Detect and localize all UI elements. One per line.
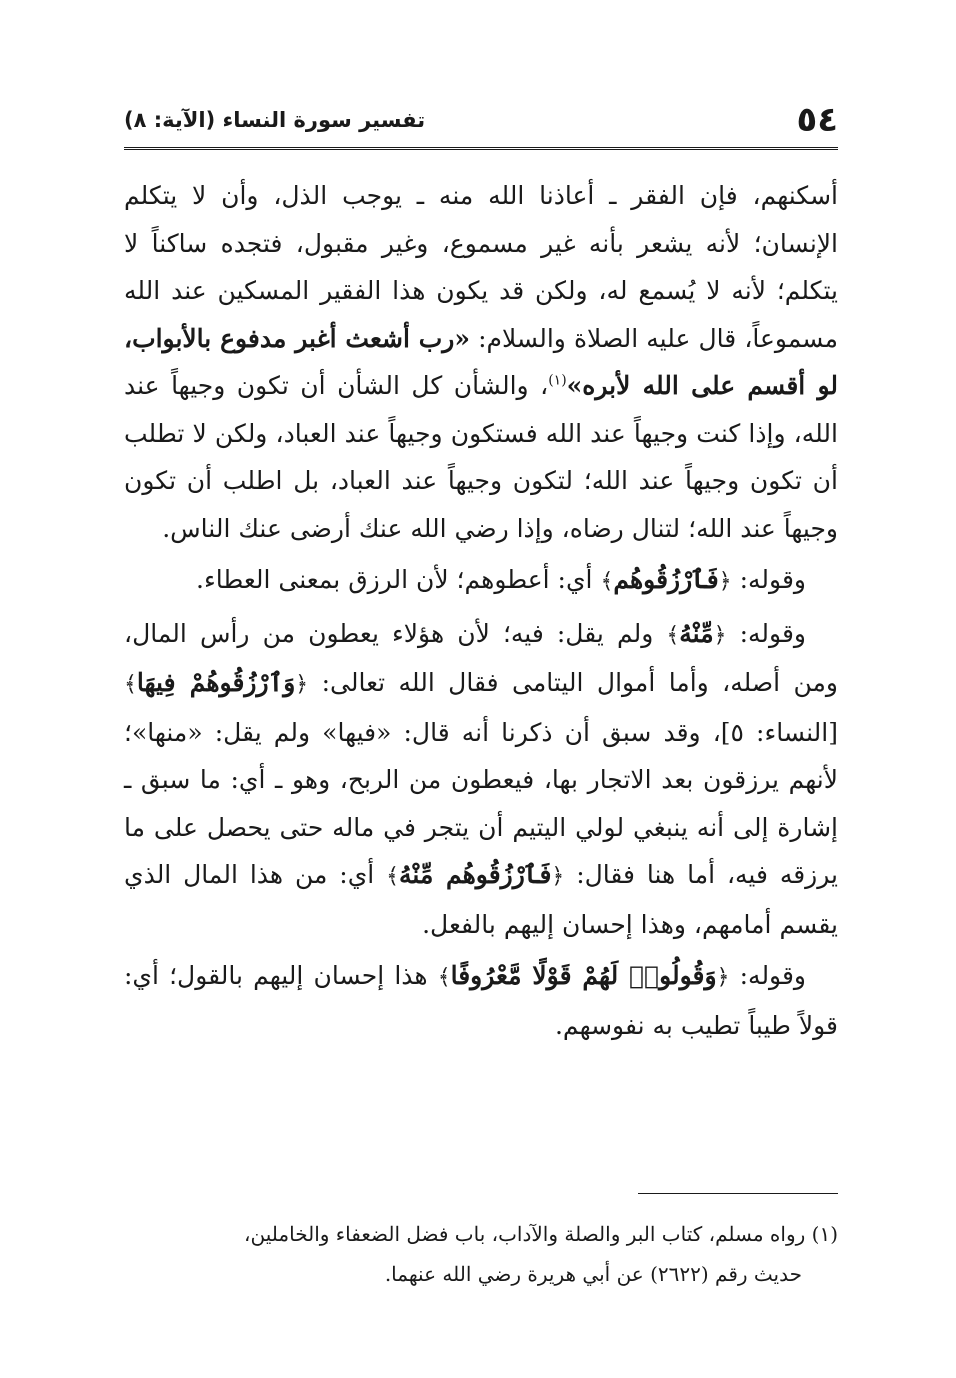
header-double-rule bbox=[124, 143, 838, 150]
text-span: هذا إحسان إليهم بالقول؛ أي: قولاً طيباً تطيب به نفوسهم. bbox=[124, 961, 838, 1040]
quran-bracket-close: ﴾ bbox=[666, 622, 680, 648]
text-span: وقوله: bbox=[731, 565, 806, 594]
quran-quote: وَٱرْزُقُوهُمْ فِيهَا bbox=[136, 668, 296, 697]
quran-bracket-close: ﴾ bbox=[124, 672, 137, 697]
hadith-quote: «رب أشعث أغبر مدفوع بالأبواب، لو أقسم على الله لأبره» bbox=[124, 323, 838, 400]
footnote-separator bbox=[638, 1193, 838, 1194]
footnotes bbox=[124, 1214, 838, 1294]
paragraph-4 bbox=[124, 952, 838, 1049]
paragraph-1 bbox=[124, 172, 838, 552]
quran-bracket-open: ﴿ bbox=[716, 965, 730, 990]
quran-bracket-close: ﴾ bbox=[600, 569, 614, 594]
text-span: أسكنهم، فإن الفقر ـ أعاذنا الله منه ـ يوجب الذل، وأن لا يتكلم الإنسان؛ لأنه يشعر بأنه غير مسموع، وغير مقبول، فتجده ساكناً لا يتكلم؛ لأنه لا يُسمع له، ولكن قد يكون هذا الفقير المسكين عند الله مسموعاً، قال عليه الصلاة والسلام: bbox=[124, 181, 838, 353]
quran-bracket-open: ﴿ bbox=[551, 864, 565, 889]
text-span: وقوله: bbox=[726, 618, 806, 648]
quran-quote: فَٱرْزُقُوهُم مِّنْهُ bbox=[399, 860, 552, 889]
footnote-line-1: (١) رواه مسلم، كتاب البر والصلة والآداب، باب فضل الضعفاء والخاملين، bbox=[244, 1222, 838, 1246]
text-span: أي: من هذا المال الذي يقسم أمامهم، وهذا إحسان إليهم بالفعل. bbox=[124, 860, 838, 939]
quran-quote: مِّنْهُ bbox=[679, 618, 714, 648]
quran-bracket-open: ﴿ bbox=[718, 569, 732, 594]
text-span: [النساء: ٥]، وقد سبق أن ذكرنا أنه قال: «فيها» ولم يقل: «منها»؛ لأنهم يرزقون بعد الاتجار بها، فيعطون من الربح، وهو ـ أي: ما سبق ـ إشارة إلى أنه ينبغي لولي اليتيم أن يتجر في ماله حتى يحصل على ما يرزقه فيه، أما هنا فقال: bbox=[124, 717, 839, 889]
quran-bracket-close: ﴾ bbox=[386, 864, 399, 889]
text-span: ولم يقل: فيه؛ لأن هؤلاء يعطون من رأس المال، ومن أصله، وأما أموال اليتامى فقال الله تعالى: bbox=[124, 618, 838, 697]
text-span: ، والشأن كل الشأن أن تكون وجيهاً عند الله، وإذا كنت وجيهاً عند الله فستكون وجيهاً عند العباد، ولكن لا تطلب أن تكون وجيهاً عند الله؛ لتكون وجيهاً عند العباد، بل اطلب أن تكون وجيهاً عند الله؛ لتنال رضاه، وإذا رضي الله عنك أرضى عنك الناس. bbox=[124, 371, 838, 543]
quran-bracket-open: ﴿ bbox=[295, 672, 309, 697]
paragraph-2 bbox=[124, 556, 838, 606]
quran-bracket-close: ﴾ bbox=[437, 965, 451, 990]
quran-quote: فَٱرْزُقُوهُم bbox=[613, 565, 719, 594]
footnote-line-2: حديث رقم (٢٦٢٢) عن أبي هريرة رضي الله عنهما. bbox=[384, 1262, 802, 1286]
footnote-ref[interactable]: (١) bbox=[548, 372, 567, 389]
text-span: وقوله: bbox=[729, 961, 806, 990]
quran-quote: وَقُولُوا۟ لَهُمْ قَوْلًا مَّعْرُوفًا bbox=[450, 961, 717, 990]
quran-bracket-open: ﴿ bbox=[713, 622, 727, 648]
text-span: أي: أعطوهم؛ لأن الرزق بمعنى العطاء. bbox=[196, 565, 601, 594]
main-text bbox=[124, 172, 838, 1049]
paragraph-3 bbox=[124, 610, 838, 949]
running-title: تفسير سورة النساء (الآية: ٨) bbox=[124, 108, 426, 132]
page-number: ٥٤ bbox=[796, 100, 838, 140]
page-header bbox=[124, 96, 838, 150]
